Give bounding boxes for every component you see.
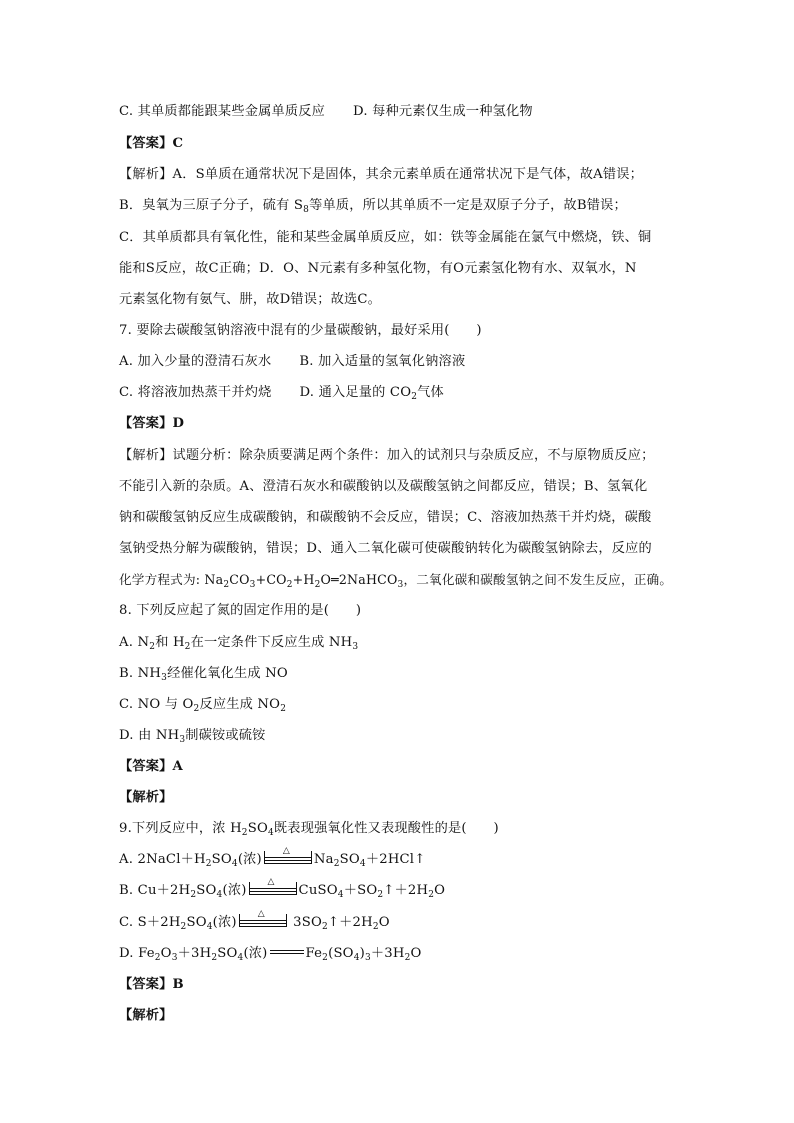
analysis-line: 化学方程式为: $Na_2CO_3+CO_2+H_2O═2NaHCO_3$，二氧化碳和碳酸氢钠之间不发生反应，正确。	[119, 572, 673, 590]
question-stem: 9.下列反应中，浓 $H_2SO_4$既表现强氧化性又表现酸性的是( )	[119, 821, 499, 838]
analysis-line: C．其单质都具有氧化性，能和某些金属单质反应，如：铁等金属能在氯气中燃烧，铁、铜	[119, 230, 652, 245]
option-line: B. $Cu+2H_2SO_4$(浓) △ $CuSO_4+SO_2↑+2H_2O$	[119, 877, 446, 900]
question-stem: 8. 下列反应起了氮的固定作用的是( )	[119, 603, 362, 618]
heating-condition-icon: △	[239, 914, 287, 927]
analysis-line: 钠和碳酸氢钠反应生成碳酸钠，和碳酸钠不会反应，错误；C、溶液加热蒸干并灼烧，碳酸	[119, 510, 652, 525]
option-line: A. 加入少量的澄清石灰水 B. 加入适量的氢氧化钠溶液	[119, 354, 466, 369]
option-line: D. 由 $NH_3$制碳铵或硫铵	[119, 728, 266, 745]
analysis-line: 氢钠受热分解为碳酸钠，错误；D、通入二氧化碳可使碳酸钠转化为碳酸氢钠除去，反应的	[119, 541, 652, 556]
answer-line: 【答案】D	[119, 416, 185, 431]
option-line: C. 将溶液加热蒸干并灼烧 D. 通入足量的 $CO_2$气体	[119, 385, 444, 402]
analysis-line: 【解析】试题分析：除杂质要满足两个条件：加入的试剂只与杂质反应，不与原物质反应；	[119, 448, 655, 463]
option-line: A. $N_2$和 $H_2$在一定条件下反应生成 $NH_3$	[119, 635, 359, 652]
analysis-line: 元素氢化物有氨气、肼，故D错误；故选C。	[119, 292, 382, 307]
option-line: A. $2NaCl+H_2SO_4$(浓) △ $Na_2SO_4+2HCl↑$	[119, 846, 426, 869]
analysis-line: B．臭氧为三原子分子，硫有 $S_8$等单质，所以其单质不一定是双原子分子，故B错误；	[119, 198, 627, 215]
question-stem: 7. 要除去碳酸氢钠溶液中混有的少量碳酸钠，最好采用( )	[119, 323, 482, 338]
analysis-line: 【解析】	[119, 790, 173, 805]
heating-condition-icon: △	[249, 882, 297, 895]
option-line: C. NO 与 $O_2$反应生成 $NO_2$	[119, 697, 287, 714]
analysis-line: 【解析】	[119, 1008, 173, 1023]
option-line: B. $NH_3$经催化氧化生成 NO	[119, 666, 288, 683]
analysis-line: 不能引入新的杂质。A、澄清石灰水和碳酸钠以及碳酸氢钠之间都反应，错误；B、氢氧化	[119, 479, 648, 494]
analysis-line: 【解析】A．S单质在通常状况下是固体，其余元素单质在通常状况下是气体，故A错误；	[119, 167, 644, 182]
equals-sign-icon	[270, 950, 304, 954]
answer-line: 【答案】C	[119, 136, 184, 151]
analysis-line: 能和S反应，故C正确；D．O、N元素有多种氢化物，有O元素氢化物有水、双氧水，N	[119, 261, 637, 276]
heating-condition-icon: △	[264, 851, 312, 864]
option-line: C. $S+2H_2SO_4$(浓) △ $3SO_2↑+2H_2O$	[119, 909, 390, 932]
option-line: D. $Fe_2O_3+3H_2SO_4$(浓) $Fe_2(SO_4)_3+3H_2O$	[119, 946, 422, 963]
option-line: C. 其单质都能跟某些金属单质反应 D. 每种元素仅生成一种氢化物	[119, 104, 533, 119]
answer-line: 【答案】A	[119, 759, 183, 774]
answer-line: 【答案】B	[119, 977, 184, 992]
